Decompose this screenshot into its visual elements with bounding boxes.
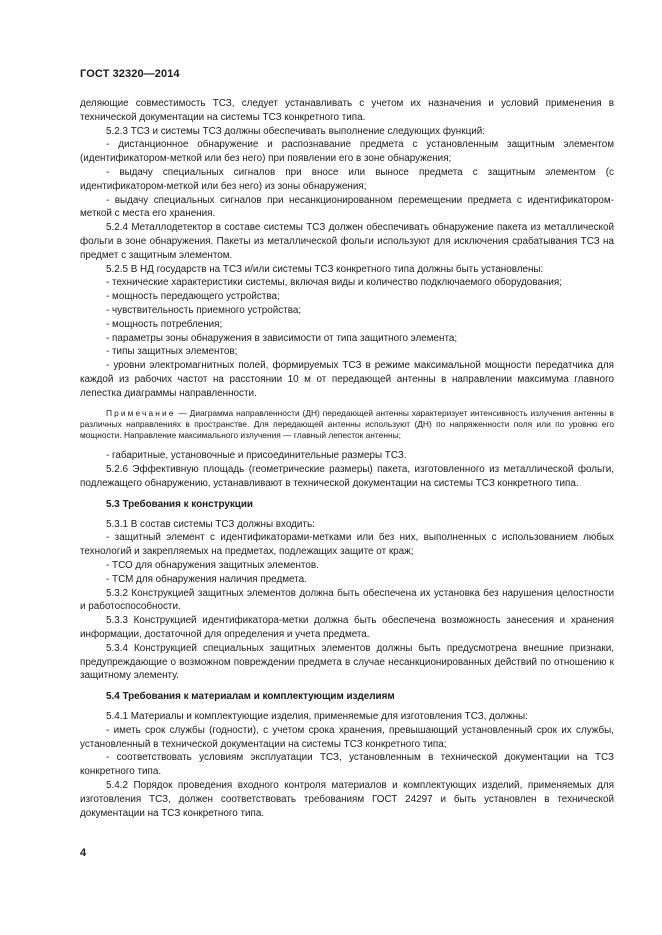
paragraph: 5.3.3 Конструкцией идентификатора-метки должна быть обеспечена возможность занесения и хранения информации, достаточной для определения и учета предмета.	[80, 615, 614, 640]
paragraph-group-c	[80, 518, 614, 684]
paragraph: 5.2.6 Эффективную площадь (геометрические размеры) пакета, изготовленного из металлической фольги, подлежащего обнаружению, устанавливают в технической документации на системы ТСЗ конкретного типа.	[80, 464, 614, 490]
paragraph: 5.3.1 В состав системы ТСЗ должны входить:	[106, 518, 315, 530]
note-label: Примечание	[106, 407, 176, 418]
paragraph: - габаритные, установочные и присоединительные размеры ТСЗ.	[106, 450, 407, 462]
paragraph: - ТСМ для обнаружения наличия предмета.	[106, 573, 307, 585]
paragraph: - чувствительность приемного устройства;	[106, 304, 302, 316]
paragraph: - параметры зоны обнаружения в зависимости от типа защитного элемента;	[106, 332, 458, 344]
page-header: ГОСТ 32320—2014	[80, 68, 180, 80]
paragraph-group-b	[80, 449, 614, 490]
paragraph: 5.4.1 Материалы и комплектующие изделия, применяемые для изготовления ТСЗ, должны:	[106, 710, 528, 722]
page-number: 4	[80, 847, 87, 859]
section-heading: 5.3 Требования к конструкции	[106, 498, 253, 510]
paragraph: - соответствовать условиям эксплуатации ТСЗ, установленным в технической документации на ТСЗ конкретного типа.	[80, 752, 614, 778]
paragraph: 5.2.4 Металлодетектор в составе системы ТСЗ должен обеспечивать обнаружение пакета из металлической фольги в зоне обнаружения. Пакеты из металлической фольги используют для исключения срабатывания ТСЗ на предмет с защитным элементом.	[80, 222, 614, 261]
paragraph: деляющие совместимость ТСЗ, следует устанавливать с учетом их назначения и условий применения в технической документации на системы ТСЗ конкретного типа.	[80, 98, 614, 123]
note	[80, 408, 614, 442]
paragraph: 5.4.2 Порядок проведения входного контроля материалов и комплектующих изделий, применяемых для изготовления ТСЗ, должен соответствовать требованиям ГОСТ 24297 и быть установлен в технической документации на ТСЗ конкретного типа.	[80, 779, 614, 819]
document-body	[80, 97, 614, 820]
paragraph: - защитный элемент с идентификаторами-метками или без них, выполненных с использованием любых технологий и закрепляемых на предметах, подлежащих защите от краж;	[80, 532, 614, 558]
paragraph: - выдачу специальных сигналов при несанкционированном перемещении предмета с идентификатором-меткой с места его хранения.	[80, 194, 614, 220]
paragraph: - иметь срок службы (годности), с учетом срока хранения, превышающий установленный срок их службы, установленный в технической документации на системы ТСЗ конкретного типа;	[80, 724, 614, 750]
paragraph: - ТСО для обнаружения защитных элементов.	[106, 560, 319, 571]
section-heading: 5.4 Требования к материалам и комплектующим изделиям	[106, 691, 395, 703]
paragraph-group-a	[80, 97, 614, 401]
paragraph: - уровни электромагнитных полей, формируемых ТСЗ в режиме максимальной мощности передатчика для каждой из рабочих частот на расстоянии 10 м от передающей антенны в направлении максимума главного лепестка диаграммы направленности.	[80, 360, 614, 399]
paragraph: 5.2.3 ТСЗ и системы ТСЗ должны обеспечивать выполнение следующих функций:	[106, 125, 486, 137]
paragraph: 5.2.5 В НД государств на ТСЗ и/или системы ТСЗ конкретного типа должны быть установлены:	[106, 263, 544, 275]
paragraph: - дистанционное обнаружение и распознавание предмета с установленным защитным элементом (идентификатором-меткой или без него) при появлении его в зоне обнаружения;	[80, 139, 614, 165]
note-text: — Диаграмма направленности (ДН) передающей антенны характеризует интенсивность излучения антенны в различных направлениях в пространстве. Для передающей антенны используют (ДН) по напряженности поля или по уровню его мощности. Направление максимального излучения — главный лепесток антенны;	[80, 407, 615, 441]
paragraph: - мощность потребления;	[106, 318, 223, 330]
paragraph: 5.3.4 Конструкцией специальных защитных элементов должны быть предусмотрена внешние признаки, предупреждающие о возможном повреждении предмета в случае несанкционированных действий по отношению к защитному элементу.	[80, 642, 614, 682]
paragraph: - технические характеристики системы, включая виды и количество подключаемого оборудования;	[106, 277, 562, 289]
paragraph: - мощность передающего устройства;	[106, 291, 280, 303]
paragraph: 5.3.2 Конструкцией защитных элементов должна быть обеспечена их установка без нарушения целостности и работоспособности.	[80, 587, 614, 613]
paragraph: - выдачу специальных сигналов при вносе или выносе предмета с защитным элементом (с идентификатором-меткой или без него) из зоны обнаружения;	[80, 166, 614, 192]
paragraph: - типы защитных элементов;	[106, 346, 238, 358]
paragraph-group-d	[80, 710, 614, 820]
